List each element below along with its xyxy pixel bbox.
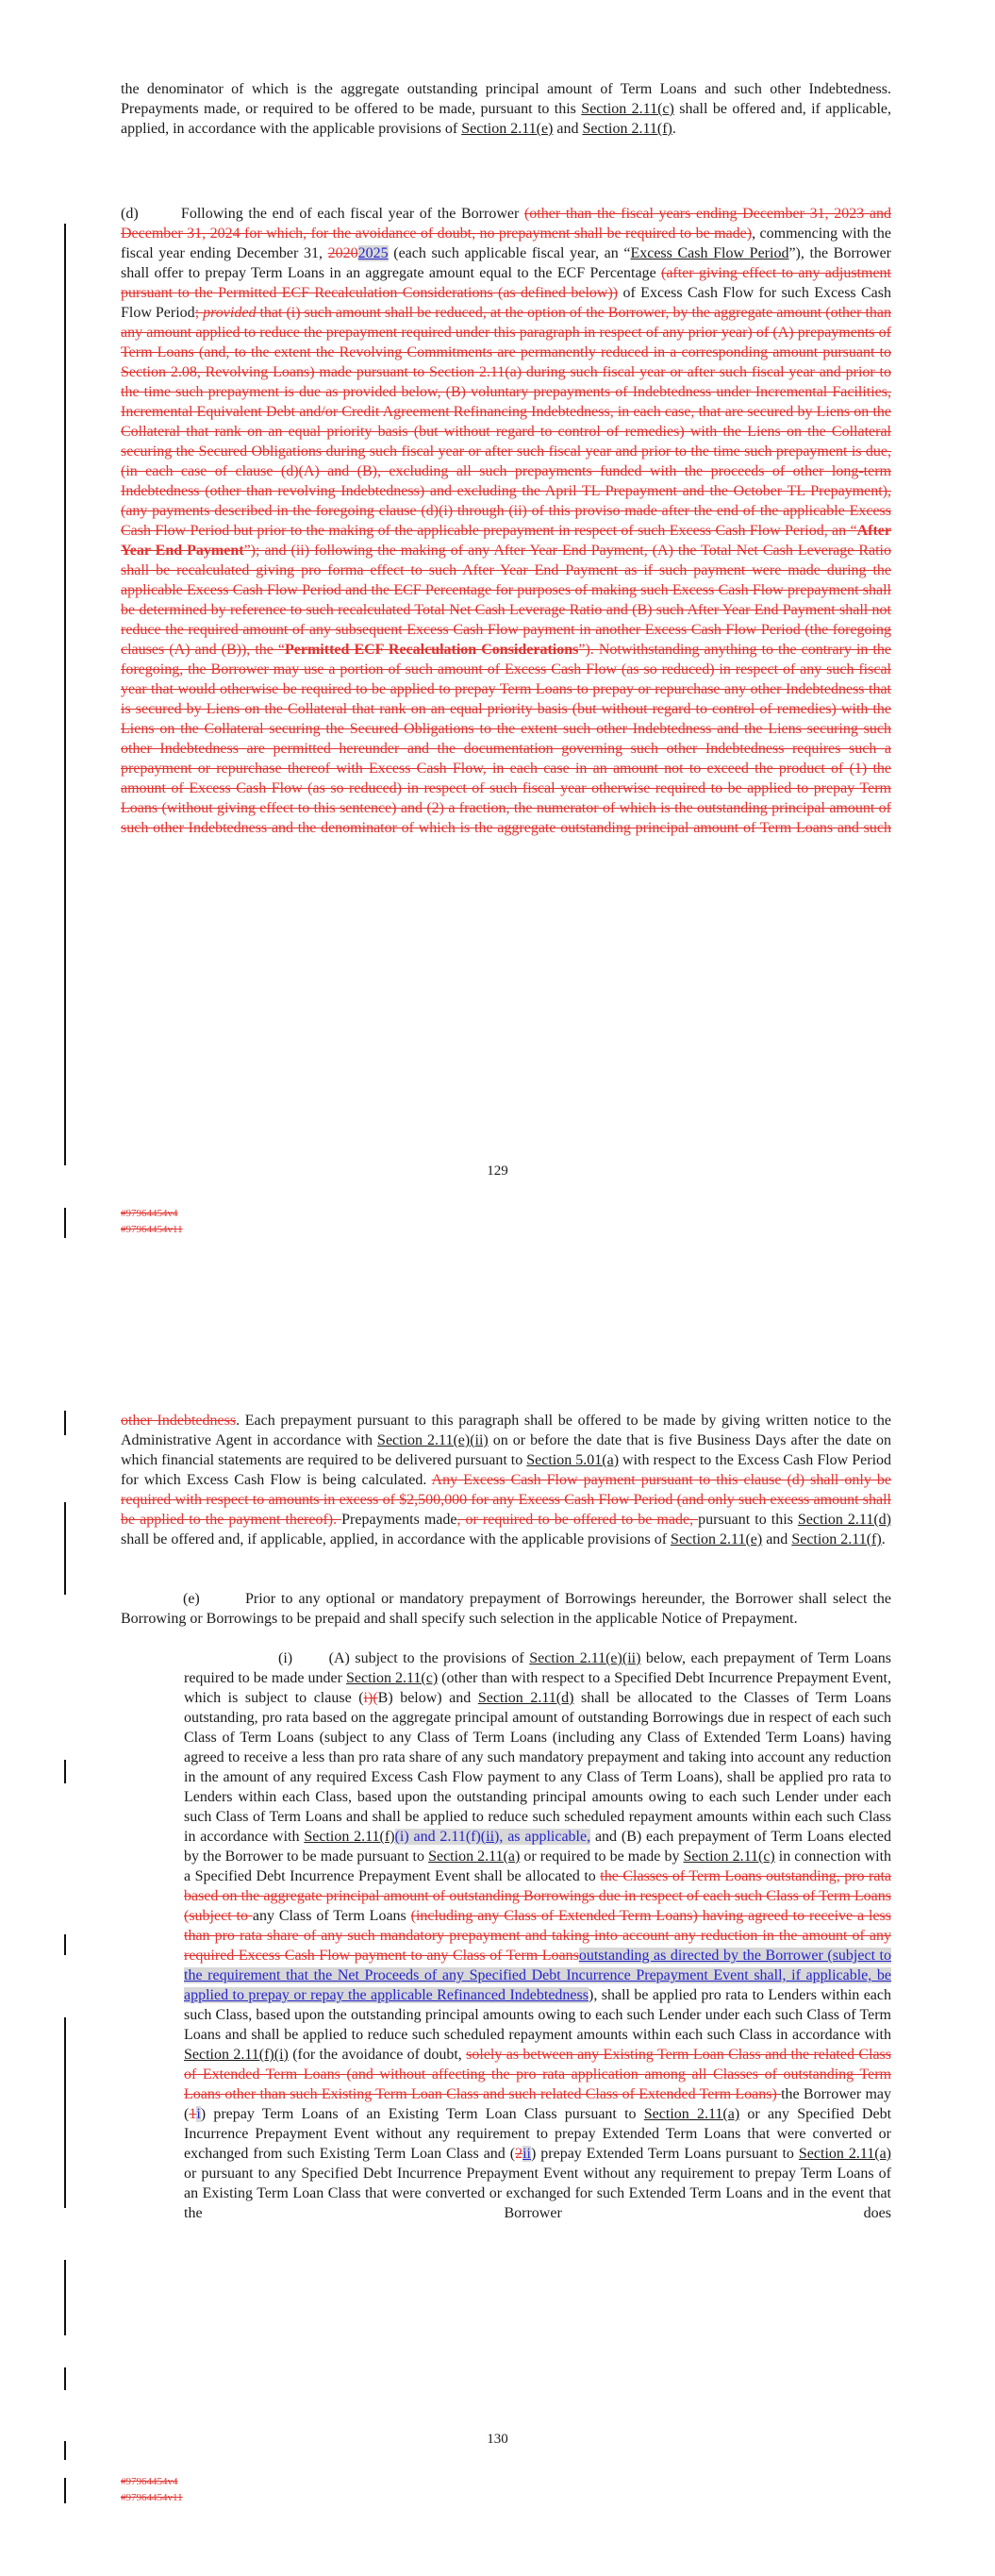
- footer-doc-id: #97964454v11: [121, 2492, 183, 2503]
- text-run: ), shall be applied pro rata to Lenders within each such Class, based upon the outstanding principal amounts owing to each such Lender under each such Class of Term Loans and shall be applied to reduce such scheduled repayment amounts within each such Class in accordance with: [184, 1987, 891, 2043]
- text-run: Section 2.11(e): [461, 121, 554, 137]
- text-run: i: [196, 2106, 201, 2122]
- change-bar: [64, 2367, 66, 2390]
- text-run: Any Excess Cash Flow payment pursuant to this clause (d) shall only be required with respect to amounts in excess of $2,500,000 for any Excess Cash Flow Period (and only such excess amount shall be applied to the payment thereof).: [121, 1472, 891, 1528]
- text-run: (each such applicable fiscal year, an “: [388, 245, 631, 261]
- text-run: outstanding as directed by the Borrower (subject to the requirement that the Net Proceeds of any Specified Debt Incurrence Prepayment Event shall, if applicable, be applied to prepay or repay the applicable Refinanced Indebtedness: [184, 1948, 891, 2003]
- text-run: Section 2.11(a): [798, 2146, 892, 2162]
- text-run: and (B) each prepayment of Term Loans elected by the Borrower to be made pursuant to: [184, 1829, 891, 1865]
- text-run: Permitted ECF Recalculation Considerations: [285, 642, 579, 658]
- text-run: ”). Notwithstanding anything to the contrary in the foregoing, the Borrower may use a portion of such amount of Excess Cash Flow (as so reduced) in respect of any such fiscal year that would otherwise be required to be applied to prepay Term Loans to prepay or repurchase any other Indebtedness that is secured by Liens on the Collateral that rank on an equal priority basis (but without regard to control of remedies) with the Liens on the Collateral securing the Secured Obligations to the extent such other Indebtedness and the Liens securing such other Indebtedness are permitted hereunder and the documentation governing such other Indebtedness requires such a prepayment or repurchase thereof with Excess Cash Flow, in each case in an amount not to exceed the product of (1) the amount of Excess Cash Flow (as so reduced) in respect of such fiscal year otherwise required to be applied to prepay Term Loans (without giving effect to this sentence) and (2) a fraction, the numerator of which is the outstanding principal amount of such other Indebtedness and the denominator of which is the aggregate outstanding principal amount of Term Loans and such: [121, 642, 891, 836]
- text-run: shall be offered and, if applicable, applied, in accordance with the applicable provisions of: [121, 1531, 672, 1547]
- text-run: Section 2.11(c): [683, 1848, 775, 1865]
- change-bar: [64, 2260, 66, 2335]
- text-run: (i) and 2.11(f)(: [394, 1829, 487, 1845]
- footer-doc-id: #97964454v4: [121, 2476, 178, 2487]
- text-run: ”), the Borrower shall offer to prepay Term Loans in an aggregate amount equal to the ECF Percentage: [121, 245, 891, 281]
- text-run: Section 2.11(f): [791, 1531, 882, 1547]
- text-run: Section 2.11(a): [643, 2106, 740, 2122]
- page-body: [121, 79, 891, 838]
- text-run: in connection with a Specified Debt Incurrence Prepayment Event shall be allocated to: [184, 1848, 892, 1884]
- text-run: or pursuant to any Specified Debt Incurrence Prepayment Event without any requirement to prepay Term Loans of an Existing Term Loan Class that were converted or exchanged for such Extended Term Loans and in the event that the Borrower does: [184, 2166, 891, 2221]
- paragraph-i: [184, 1648, 891, 2223]
- text-run: ”); and (ii) following the making of any After Year End Payment, (A) the Total Net Cash Leverage Ratio shall be recalculated giving pro forma effect to such After Year End Payment as if such payment were made during the applicable Excess Cash Flow Period and the ECF Percentage for purposes of making such Excess Cash Flow prepayment shall be determined by reference to such recalculated Total Net Cash Leverage Ratio and (B) such After Year End Payment shall not reduce the required amount of any subsequent Excess Cash Flow payment in another Excess Cash Flow Period (the foregoing clauses (A) and (B)), the “: [121, 543, 891, 658]
- text-run: . Each prepayment pursuant to this paragraph shall be offered to be made by giving written notice to the Administrative Agent in accordance with: [121, 1413, 891, 1448]
- change-bar: [64, 2441, 66, 2460]
- text-run: the denominator of which is the aggregate outstanding principal amount of Term Loans and such other Indebtedness. Prepayments made, or required to be offered to be made, pursuant to this: [121, 81, 891, 117]
- text-run: pursuant to this: [698, 1512, 798, 1528]
- text-run: provided: [203, 305, 257, 321]
- text-run: (other than with respect to a Specified Debt Incurrence Prepayment Event, which is subject to clause (: [184, 1670, 892, 1706]
- text-run: (i) (A) subject to the provisions of: [278, 1650, 530, 1666]
- text-run: Prepayments made: [341, 1512, 457, 1528]
- text-run: Section 2.11(f): [304, 1829, 395, 1845]
- text-run: that (i) such amount shall be reduced, at the option of the Borrower, by the aggregate amount (other than any amount applied to reduce the prepayment required under this paragraph in respect of any prior year) of (A) prepayments of Term Loans (and, to the extent the Revolving Commitments are permanently reduced in a corresponding amount pursuant to Section 2.08, Revolving Loans) made pursuant to Section 2.11(a) during such fiscal year or after such fiscal year and prior to the time such prepayment is due as provided below, (B) voluntary prepayments of Indebtedness under Incremental Facilities, Incremental Equivalent Debt and/or Credit Agreement Refinancing Indebtedness, in each case, that are secured by Liens on the Collateral that rank on an equal priority basis (but without regard to control of remedies) with the Liens on the Collateral securing the Secured Obligations during such fiscal year or after such fiscal year and prior to the time such prepayment is due, (in each case of clause (d)(A) and (B), excluding all such prepayments funded with the proceeds of other long-term Indebtedness (other than revolving Indebtedness) and excluding the April TL Prepayment and the October TL Prepayment), (any payments described in the foregoing clause (d)(i) through (ii) of this proviso made after the end of the applicable Excess Cash Flow Period but prior to the making of the applicable prepayment in respect of such Excess Cash Flow Period, an “: [121, 305, 892, 539]
- paragraph-continuation: [121, 1411, 891, 1549]
- text-run: or any Specified Debt Incurrence Prepayment Event without any requirement to prepay Extended Term Loans that were converted or exchanged from such Existing Term Loan Class and (: [184, 2106, 892, 2162]
- page-number: 129: [487, 1163, 508, 1179]
- change-bar: [64, 1411, 66, 1435]
- paragraph-continuation: [121, 79, 891, 139]
- text-run: Section 2.11(e)(ii): [377, 1432, 489, 1448]
- footer-doc-id: #97964454v4: [121, 1208, 178, 1219]
- text-run: Section 2.11(c): [581, 101, 674, 117]
- text-run: with respect to the Excess Cash Flow Period for which Excess Cash Flow is being calculated.: [121, 1452, 892, 1488]
- text-run: Section 2.11(d): [797, 1512, 891, 1528]
- text-run: i)(: [363, 1690, 378, 1706]
- page-number: 130: [487, 2432, 508, 2447]
- text-run: of Excess Cash Flow for such Excess Cash Flow Period: [121, 285, 891, 321]
- text-run: (for the avoidance of doubt,: [288, 2047, 467, 2063]
- text-run: any Class of Term Loans: [252, 1908, 411, 1924]
- text-run: 2025: [357, 245, 389, 261]
- footer-doc-id: #97964454v11: [121, 1224, 183, 1235]
- text-run: Section 2.11(e): [671, 1531, 763, 1547]
- text-run: (including any Class of Extended Term Loans) having agreed to receive a less than pro rata share of any such mandatory prepayment and taking into account any reduction in the amount of any required Excess Cash Flow payment to any Class of Term Loans: [184, 1908, 891, 1964]
- text-run: other Indebtedness: [121, 1413, 237, 1429]
- text-run: shall be allocated to the Classes of Term Loans outstanding, pro rata based on the aggregate principal amount of outstanding Borrowings due in respect of each such Class of Term Loans (subject to any Class of Term Loans (including any Class of Extended Term Loans) having agreed to receive a less than pro rata share of any such mandatory prepayment and taking into account any reduction in the amount of any required Excess Cash Flow payment to any Class of Term Loans), shall be applied pro rata to Lenders within each Class, based upon the outstanding principal amounts owing to each such Lender under each such Class of Term Loans and shall be applied to reduce such scheduled repayment amounts within each such Class in accordance with: [184, 1690, 892, 1845]
- page-footer: [121, 1206, 183, 1238]
- text-run: ), as applicable,: [494, 1829, 591, 1845]
- text-run: .: [672, 121, 676, 137]
- text-run: , commencing with the fiscal year ending December 31,: [121, 226, 891, 261]
- paragraph-e: [121, 1589, 891, 1629]
- text-run: and: [762, 1531, 792, 1547]
- text-run: .: [881, 1531, 886, 1547]
- text-run: on or before the date that is five Business Days after the date on which financial statements are required to be delivered pursuant to: [121, 1432, 892, 1468]
- text-run: Section 2.11(c): [346, 1670, 439, 1686]
- text-run: ii: [486, 1829, 495, 1845]
- text-run: B) below) and: [377, 1690, 478, 1706]
- text-run: the Classes of Term Loans outstanding, pro rata based on the aggregate principal amount of outstanding Borrowings due in respect of each such Class of Term Loans (subject to: [184, 1868, 892, 1924]
- change-bar: [64, 1760, 66, 1783]
- page-130: [0, 1288, 995, 2576]
- text-run: Section 2.11(f): [582, 121, 672, 137]
- page-body: [121, 1411, 891, 2223]
- text-run: ) prepay Extended Term Loans pursuant to: [530, 2146, 799, 2162]
- change-bar: [64, 2478, 66, 2503]
- text-run: 2: [515, 2146, 523, 2162]
- text-run: Section 2.11(d): [477, 1690, 574, 1706]
- text-run: ) prepay Term Loans of an Existing Term Loan Class pursuant to: [200, 2106, 644, 2122]
- change-bar: [64, 224, 66, 1165]
- text-run: or required to be made by: [520, 1848, 684, 1865]
- text-run: (d) Following the end of each fiscal year of the Borrower: [121, 206, 524, 222]
- text-run: and: [553, 121, 583, 137]
- text-run: Excess Cash Flow Period: [630, 245, 789, 261]
- text-run: Section 2.11(f)(i): [184, 2047, 289, 2063]
- text-run: ii: [522, 2146, 531, 2162]
- change-bar: [64, 2017, 66, 2208]
- text-run: below, each prepayment of Term Loans required to be made under: [184, 1650, 892, 1686]
- text-run: the Borrower may (: [184, 2086, 892, 2122]
- paragraph-d: [121, 204, 891, 838]
- text-run: 2020: [327, 245, 358, 261]
- text-run: shall be offered and, if applicable, applied, in accordance with the applicable provisions of: [121, 101, 892, 137]
- text-run: Section 2.11(e)(ii): [529, 1650, 641, 1666]
- text-run: solely as between any Existing Term Loan Class and the related Class of Extended Term Loans (and without affecting the pro rata application among all Classes of outstanding Term Loans other than such Existing Term Loan Class and such related Class of Extended Term Loans): [184, 2047, 892, 2102]
- text-run: , or required to be offered to be made,: [456, 1512, 699, 1528]
- text-run: (after giving effect to any adjustment pursuant to the Permitted ECF Recalculation Considerations (as defined below)): [121, 265, 891, 301]
- text-run: 1: [189, 2106, 197, 2122]
- page-footer: [121, 2474, 183, 2506]
- text-run: Section 5.01(a): [526, 1452, 620, 1468]
- change-bar: [64, 1208, 66, 1238]
- text-run: (other than the fiscal years ending December 31, 2023 and December 31, 2024 for which, for the avoidance of doubt, no prepayment shall be required to be made): [121, 206, 891, 242]
- change-bar: [64, 1934, 66, 1955]
- change-bar: [64, 1502, 66, 1595]
- text-run: Section 2.11(a): [428, 1848, 521, 1865]
- text-run: After Year End Payment: [121, 523, 891, 559]
- text-run: ;: [194, 305, 204, 321]
- text-run: (e) Prior to any optional or mandatory prepayment of Borrowings hereunder, the Borrower shall select the Borrowing or Borrowings to be prepaid and shall specify such selection in the applicable Notice of Prepayment.: [121, 1591, 891, 1627]
